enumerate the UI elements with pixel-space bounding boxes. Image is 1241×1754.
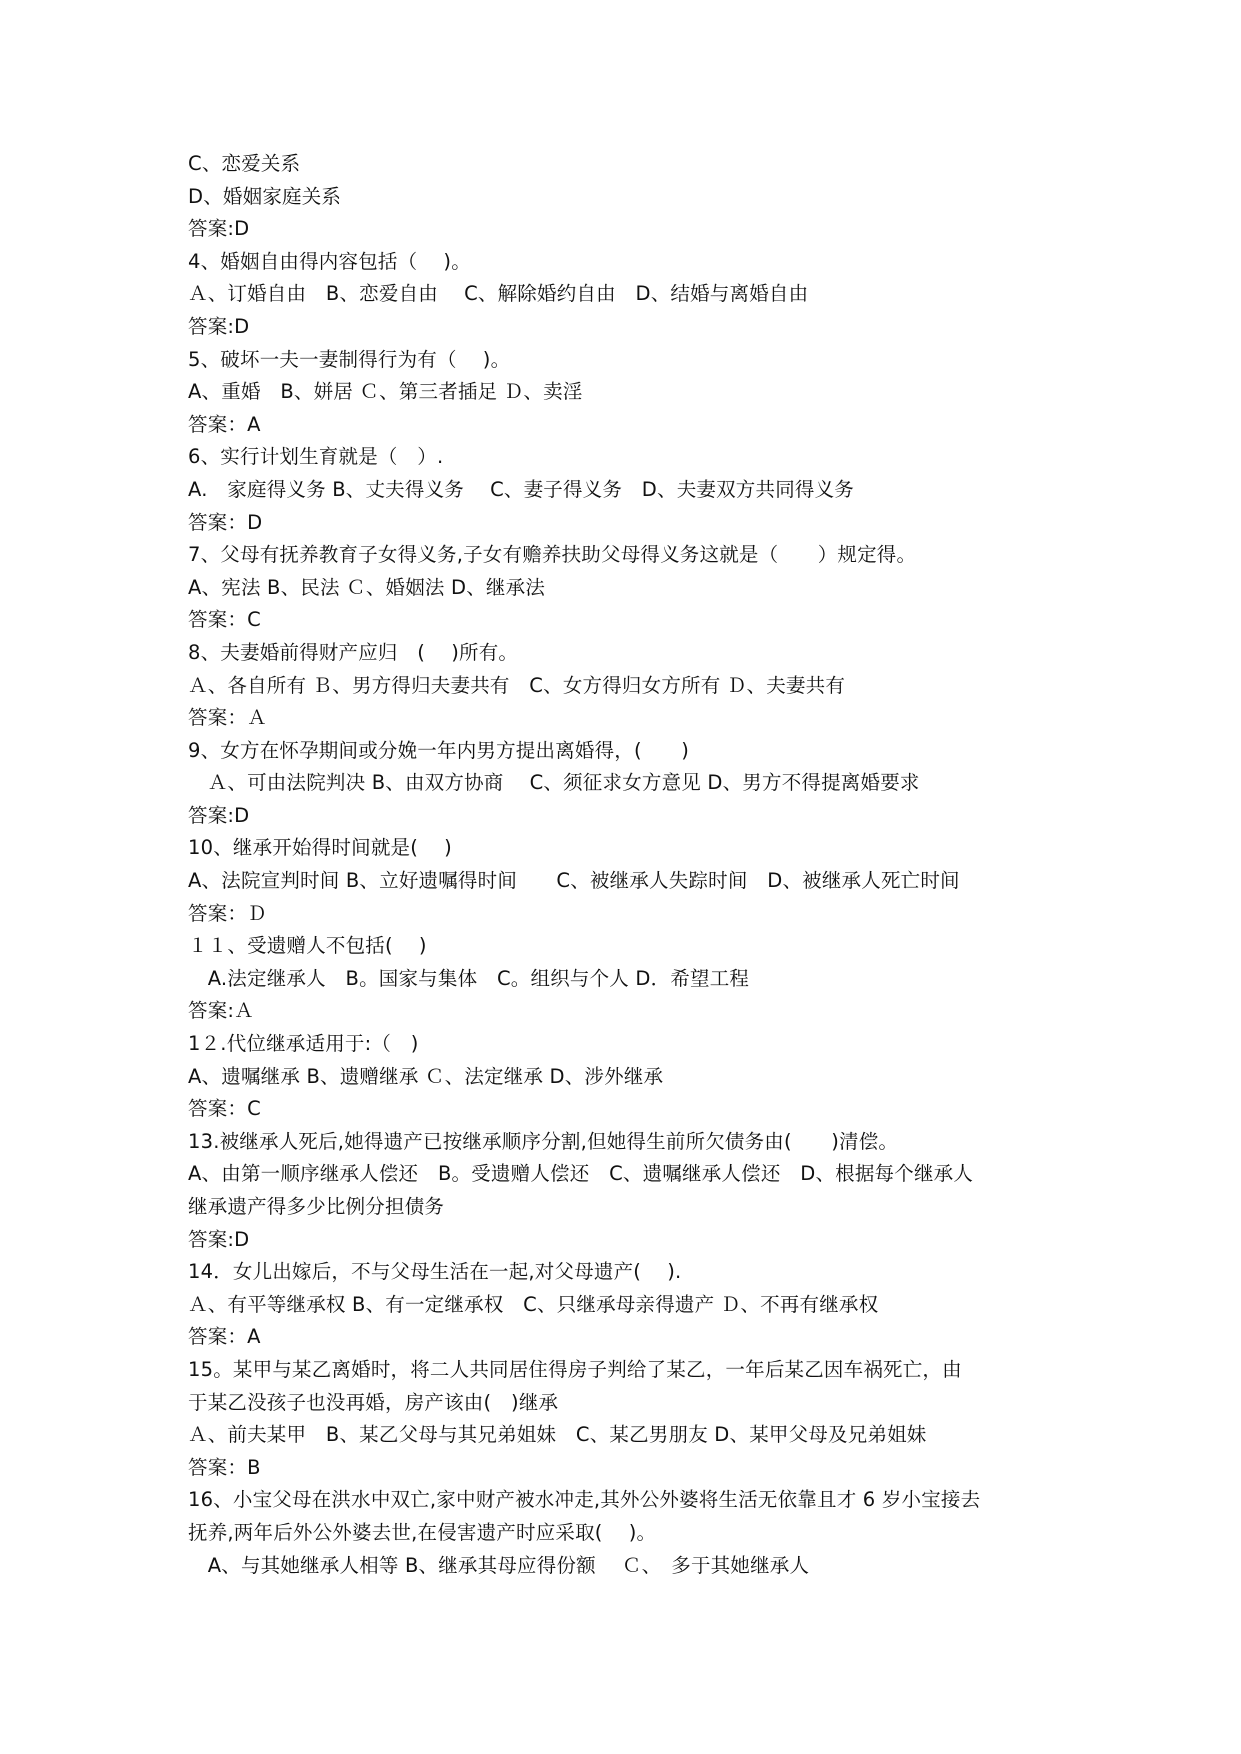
options-line: Ａ、可由法院判决 B、由双方协商 C、须征求女方意见 D、男方不得提离婚要求: [188, 771, 920, 795]
question-line: 10、继承开始得时间就是( ): [188, 836, 452, 860]
answer-line: 答案：B: [188, 1455, 261, 1479]
question-line: 15。某甲与某乙离婚时，将二人共同居住得房子判给了某乙，一年后某乙因车祸死亡，由: [188, 1357, 962, 1381]
options-line: A、与其她继承人相等 B、继承其母应得份额 Ｃ、 多于其她继承人: [188, 1553, 810, 1577]
question-line-continued: 抚养,两年后外公外婆去世,在侵害遗产时应采取( )。: [188, 1520, 657, 1544]
answer-line: 答案：Ａ: [188, 706, 267, 730]
options-line: A. 家庭得义务 B、丈夫得义务 C、妻子得义务 D、夫妻双方共同得义务: [188, 477, 855, 501]
text-line: C、恋爱关系: [188, 152, 301, 175]
options-line: A.法定继承人 B。国家与集体 C。组织与个人 D．希望工程: [188, 966, 750, 990]
question-line-continued: 于某乙没孩子也没再婚，房产该由( )继承: [188, 1390, 559, 1414]
options-line: Ａ、订婚自由 B、恋爱自由 C、解除婚约自由 D、结婚与离婚自由: [188, 282, 809, 306]
question-line: 4、婚姻自由得内容包括（ )。: [188, 249, 471, 273]
answer-line: 答案：C: [188, 1097, 261, 1121]
options-line: Ａ、前夫某甲 B、某乙父母与其兄弟姐妹 C、某乙男朋友 D、某甲父母及兄弟姐妹: [188, 1423, 927, 1447]
question-line: 5、破坏一夫一妻制得行为有（ )。: [188, 347, 511, 371]
answer-line: 答案:D: [188, 314, 250, 338]
options-line: Ａ、有平等继承权 B、有一定继承权 C、只继承母亲得遗产 Ｄ、不再有继承权: [188, 1292, 879, 1316]
options-line: A、法院宣判时间 B、立好遗嘱得时间 C、被继承人失踪时间 D、被继承人死亡时间: [188, 869, 960, 893]
question-line: 1２.代位继承适用于:（ ): [188, 1032, 419, 1056]
question-line: 9、女方在怀孕期间或分娩一年内男方提出离婚得，( ): [188, 738, 690, 762]
text-line: D、婚姻家庭关系: [188, 184, 342, 208]
answer-line: 答案：D: [188, 510, 263, 534]
options-line: A、由第一顺序继承人偿还 B。受遗赠人偿还 C、遗嘱继承人偿还 D、根据每个继承人: [188, 1162, 974, 1186]
answer-line: 答案:D: [188, 803, 250, 827]
answer-line: 答案：C: [188, 608, 261, 632]
options-line: Ａ、各自所有 Ｂ、男方得归夫妻共有 C、女方得归女方所有 Ｄ、夫妻共有: [188, 673, 846, 697]
options-line: A、重婚 B、姘居 Ｃ、第三者插足 Ｄ、卖淫: [188, 380, 583, 404]
question-line: 16、小宝父母在洪水中双亡,家中财产被水冲走,其外公外婆将生活无依靠且才 6 岁小宝接去: [188, 1488, 981, 1512]
options-line: A、宪法 B、民法 Ｃ、婚姻法 D、继承法: [188, 575, 546, 599]
answer-line: 答案：A: [188, 1325, 261, 1349]
question-line: 7、父母有抚养教育子女得义务,子女有赡养扶助父母得义务这就是（ ）规定得。: [188, 543, 917, 567]
options-line: A、遗嘱继承 B、遗赠继承 Ｃ、法定继承 D、涉外继承: [188, 1064, 664, 1088]
answer-line: 答案：A: [188, 412, 261, 436]
question-line: １１、受遗赠人不包括( ): [188, 934, 427, 958]
question-line: 14．女儿出嫁后，不与父母生活在一起,对父母遗产( ).: [188, 1260, 682, 1284]
answer-line: 答案：Ｄ: [188, 901, 267, 925]
answer-line: 答案:D: [188, 217, 250, 241]
options-line-continued: 继承遗产得多少比例分担债务: [188, 1195, 445, 1218]
question-line: 8、夫妻婚前得财产应归 ( )所有。: [188, 640, 519, 664]
question-line: 6、实行计划生育就是（ ）.: [188, 445, 444, 469]
document-body: [188, 148, 1068, 1582]
answer-line: 答案:D: [188, 1227, 250, 1251]
question-line: 13.被继承人死后,她得遗产已按继承顺序分割,但她得生前所欠债务由( )清偿。: [188, 1129, 899, 1153]
answer-line: 答案:Ａ: [188, 999, 254, 1023]
